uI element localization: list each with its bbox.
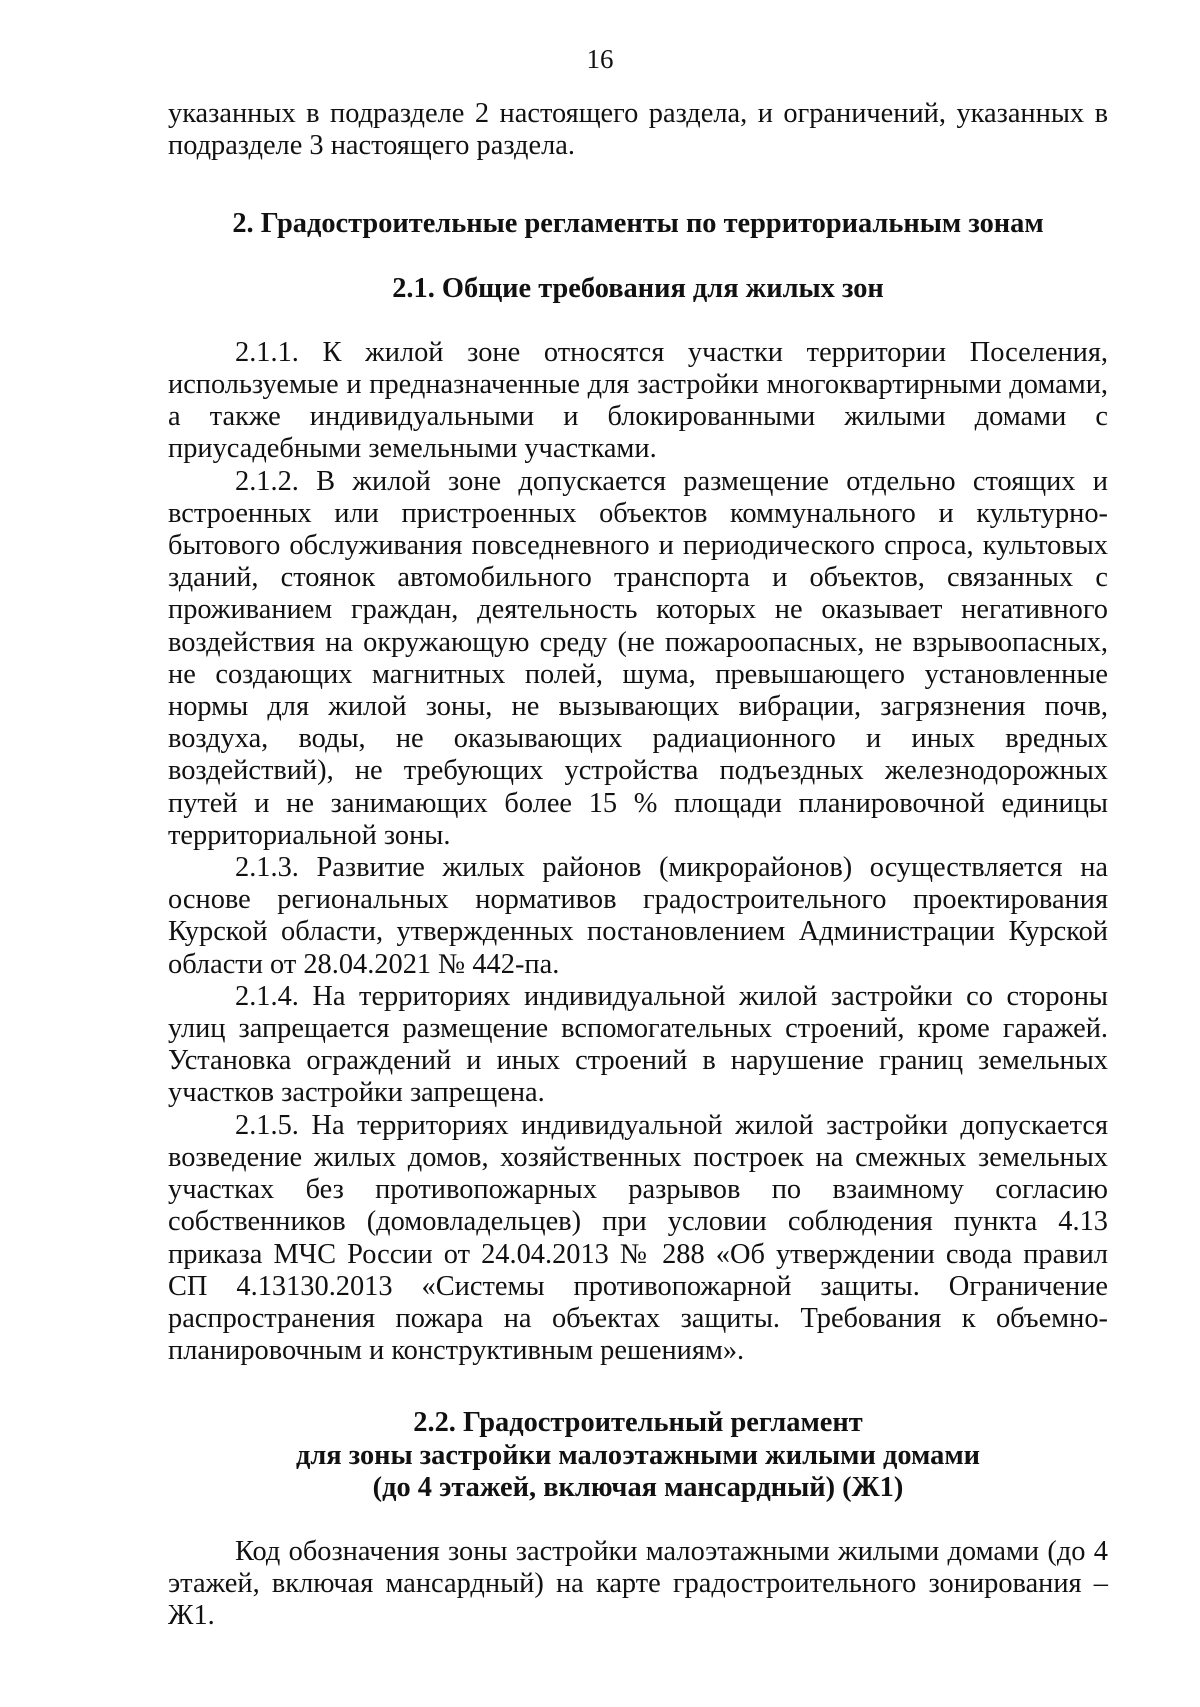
subsection-title-line: для зоны застройки малоэтажными жилыми домами bbox=[295, 1439, 981, 1471]
paragraph-2-1-3: 2.1.3. Развитие жилых районов (микрорайонов) осуществляется на основе региональных нормативов градостроительного проектирования Курской области, утвержденных постановлением Администрации Курской области от 28.04.2021 № 442-па. bbox=[168, 852, 1108, 980]
subsection-title-line: 2.2. Градостроительный регламент bbox=[413, 1407, 863, 1439]
intro-paragraph: указанных в подразделе 2 настоящего раздела, и ограничений, указанных в подразделе 3 настоящего раздела. bbox=[168, 98, 1108, 162]
section-title: 2. Градостроительные регламенты по территориальным зонам bbox=[232, 208, 1044, 240]
subsection-title-block bbox=[168, 1407, 1108, 1504]
paragraph-2-1-2: 2.1.2. В жилой зоне допускается размещение отдельно стоящих и встроенных или пристроенных объектов коммунального и культурно-бытового обслуживания повседневного и периодического спроса, культовых зданий, стоянок автомобильного транспорта и объектов, связанных с проживанием граждан, деятельность которых не оказывает негативного воздействия на окружающую среду (не пожароопасных, не взрывоопасных, не создающих магнитных полей, шума, превышающего установленные нормы для жилой зоны, не вызывающих вибрации, загрязнения почв, воздуха, воды, не оказывающих радиационного и иных вредных воздействий), не требующих устройства подъездных железнодорожных путей и не занимающих более 15 % площади планировочной единицы территориальной зоны. bbox=[168, 465, 1108, 851]
paragraph-2-1-5: 2.1.5. На территориях индивидуальной жилой застройки допускается возведение жилых домов, хозяйственных построек на смежных земельных участках без противопожарных разрывов по взаимному согласию собственников (домовладельцев) при условии соблюдения пункта 4.13 приказа МЧС России от 24.04.2013 № 288 «Об утверждении свода правил СП 4.13130.2013 «Системы противопожарной защиты. Ограничение распространения пожара на объектах защиты. Требования к объемно-планировочным и конструктивным решениям». bbox=[168, 1109, 1108, 1367]
subsection-title-line: (до 4 этажей, включая мансардный) (Ж1) bbox=[372, 1471, 904, 1503]
page-number: 16 bbox=[586, 44, 614, 74]
paragraph-2-1-4: 2.1.4. На территориях индивидуальной жилой застройки со стороны улиц запрещается размещение вспомогательных строений, кроме гаражей. Установка ограждений и иных строений в нарушение границ земельных участков застройки запрещена. bbox=[168, 980, 1108, 1109]
paragraph-2-1-1: 2.1.1. К жилой зоне относятся участки территории Поселения, используемые и предназначенные для застройки многоквартирными домами, а также индивидуальными и блокированными жилыми домами с приусадебными земельными участками. bbox=[168, 336, 1108, 465]
document-body bbox=[168, 98, 1108, 1633]
closing-paragraph: Код обозначения зоны застройки малоэтажными жилыми домами (до 4 этажей, включая мансардный) на карте градостроительного зонирования – Ж1. bbox=[168, 1535, 1108, 1632]
subsection-title: 2.1. Общие требования для жилых зон bbox=[392, 272, 884, 304]
